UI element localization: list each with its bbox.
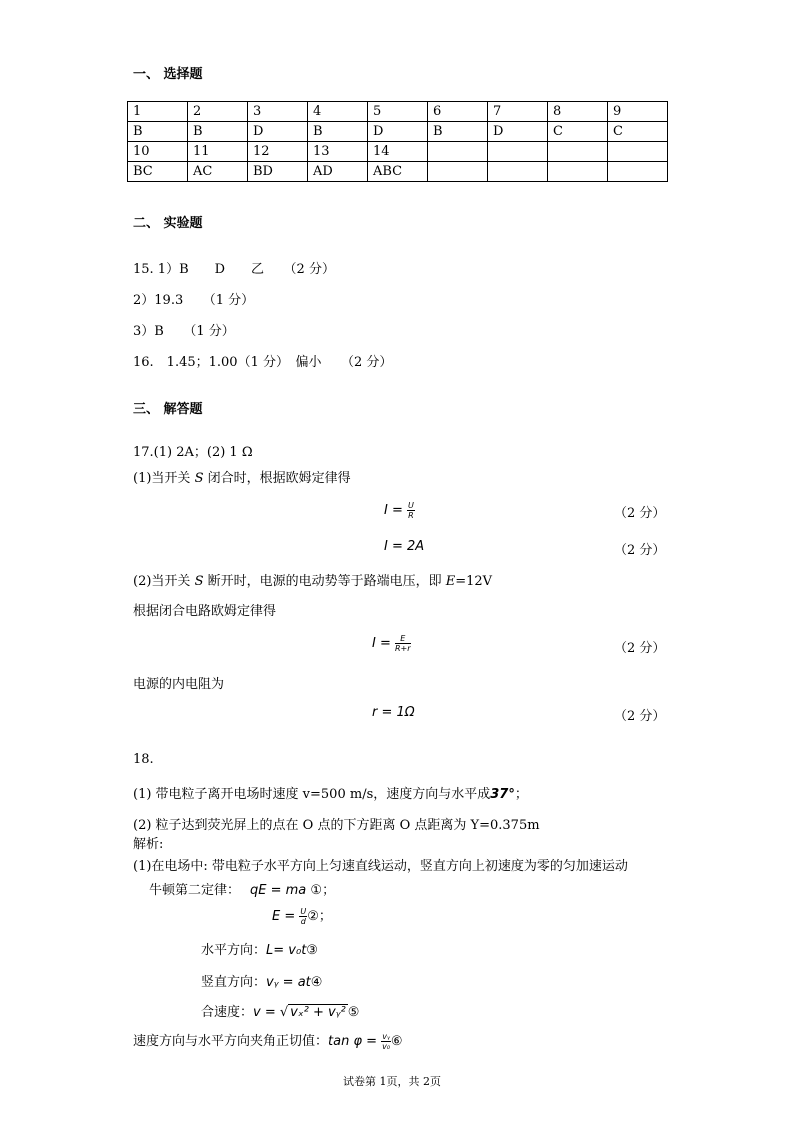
table-cell — [548, 142, 608, 162]
sqrt-sign-icon: √ — [279, 1005, 289, 1020]
q17-eq-1: I = $\frac{U}{R}$ — [384, 501, 414, 520]
section-choice-heading: 一、 选择题 — [133, 67, 203, 82]
table-cell: AC — [188, 162, 248, 182]
table-cell: BC — [128, 162, 188, 182]
q18-eq-3: 水平方向：L= v₀t③ — [201, 943, 318, 958]
table-cell: 13 — [308, 142, 368, 162]
table-cell: 6 — [428, 102, 488, 122]
q17-para-1: (1)当开关 S 闭合时，根据欧姆定律得 — [133, 471, 351, 486]
table-cell: 1 — [128, 102, 188, 122]
table-cell: C — [608, 122, 668, 142]
q18-analysis-para: (1)在电场中: 带电粒子水平方向上匀速直线运动，竖直方向上初速度为零的匀加速运动 — [133, 859, 628, 874]
q18-eq-4: 竖直方向：vᵧ = at④ — [201, 975, 323, 990]
q17-answer: 17.(1) 2A；(2) 1 Ω — [133, 445, 253, 460]
table-cell: 8 — [548, 102, 608, 122]
section-solution-heading: 三、 解答题 — [133, 402, 203, 417]
table-cell: B — [188, 122, 248, 142]
table-cell — [428, 162, 488, 182]
table-cell: B — [128, 122, 188, 142]
table-cell: 4 — [308, 102, 368, 122]
table-cell — [428, 142, 488, 162]
table-row — [128, 122, 668, 142]
table-cell: 7 — [488, 102, 548, 122]
table-cell: 9 — [608, 102, 668, 122]
exp-line-15-3: 3）B （1 分） — [133, 324, 235, 339]
exp-line-15-2: 2）19.3 （1 分） — [133, 293, 255, 308]
q18-answer-1: (1) 带电粒子离开电场时速度 v=500 m/s，速度方向与水平成37°； — [133, 787, 528, 802]
table-cell: ABC — [368, 162, 428, 182]
table-cell: BD — [248, 162, 308, 182]
exp-line-16: 16. 1.45；1.00（1 分） 偏小 （2 分） — [133, 355, 393, 370]
q17-eq-2: I = 2A — [384, 539, 425, 554]
section-experiment-heading: 二、 实验题 — [133, 216, 203, 231]
table-cell: 3 — [248, 102, 308, 122]
table-cell: 11 — [188, 142, 248, 162]
table-cell: 14 — [368, 142, 428, 162]
table-row — [128, 142, 668, 162]
q18-eq-2: E = $\frac{U}{d}$ ②； — [272, 907, 332, 926]
q17-score-1: （2 分） — [614, 506, 666, 521]
q18-answer-2: (2) 粒子达到荧光屏上的点在 O 点的下方距离 O 点距离为 Y=0.375m — [133, 818, 540, 833]
table-row — [128, 102, 668, 122]
q17-para-3: 根据闭合电路欧姆定律得 — [133, 604, 277, 619]
table-cell — [608, 162, 668, 182]
table-cell: B — [428, 122, 488, 142]
q17-eq-3: I = $\frac{E}{R+r}$ — [372, 634, 411, 653]
q18-eq-5: 合速度：v = √ vₓ² + vᵧ² ⑤ — [201, 1005, 360, 1020]
q18-newton-line: 牛顿第二定律： qE = ma ①； — [149, 883, 336, 898]
table-cell: 2 — [188, 102, 248, 122]
table-cell: D — [488, 122, 548, 142]
q18-analysis-label: 解析: — [133, 837, 164, 852]
q18-eq-6: 速度方向与水平方向夹角正切值：tan φ = $\frac{\text{vᵧ}}{\text{v₀}}$ ⑥ — [133, 1032, 403, 1051]
q17-score-4: （2 分） — [614, 709, 666, 724]
table-cell: B — [308, 122, 368, 142]
table-cell: C — [548, 122, 608, 142]
q17-para-2: (2)当开关 S 断开时，电源的电动势等于路端电压，即 E=12V — [133, 574, 493, 589]
page-footer: 试卷第 1页，共 2页 — [343, 1075, 441, 1088]
q17-eq-4: r = 1Ω — [372, 705, 415, 720]
q17-score-2: （2 分） — [614, 543, 666, 558]
table-cell: 5 — [368, 102, 428, 122]
exp-line-15-1: 15. 1）B D 乙 （2 分） — [133, 262, 335, 277]
table-row — [128, 162, 668, 182]
table-cell — [488, 142, 548, 162]
table-cell: AD — [308, 162, 368, 182]
q17-score-3: （2 分） — [614, 641, 666, 656]
q18-number: 18. — [133, 752, 154, 767]
table-cell: 12 — [248, 142, 308, 162]
table-cell: 10 — [128, 142, 188, 162]
table-cell — [608, 142, 668, 162]
table-cell: D — [368, 122, 428, 142]
table-cell — [488, 162, 548, 182]
choice-answer-table — [127, 101, 668, 182]
q17-para-4: 电源的内电阻为 — [133, 677, 225, 692]
table-cell: D — [248, 122, 308, 142]
table-cell — [548, 162, 608, 182]
